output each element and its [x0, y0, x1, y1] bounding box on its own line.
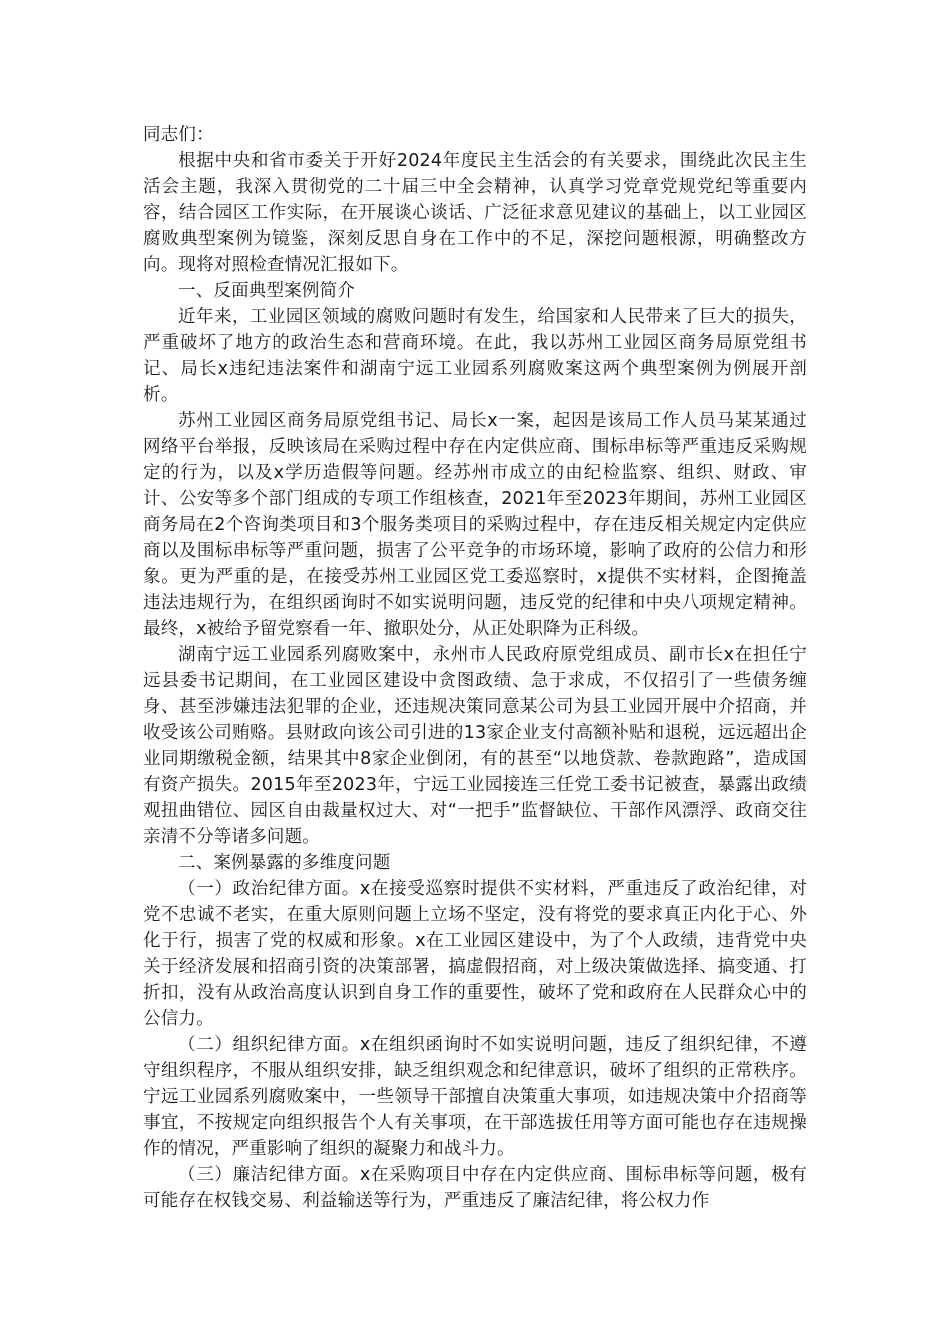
body-paragraph: （一）政治纪律方面。x在接受巡察时提供不实材料，严重违反了政治纪律，对党不忠诚不老实，在重大原则问题上立场不坚定，没有将党的要求真正内化于心、外化于行，损害了党的权威和形象。x在工业园区建设中，为了个人政绩，违背党中央关于经济发展和招商引资的决策部署，搞虚假招商，对上级决策做选择、搞变通、打折扣，没有从政治高度认识到自身工作的重要性，破坏了党和政府在人民群众心中的公信力。: [143, 879, 807, 1029]
document-page: [143, 122, 807, 1214]
section-heading-1: 一、反面典型案例简介: [178, 281, 355, 301]
body-paragraph: （三）廉洁纪律方面。x在采购项目中存在内定供应商、围标串标等问题，极有可能存在权钱交易、利益输送等行为，严重违反了廉洁纪律，将公权力作: [143, 1165, 807, 1211]
salutation: 同志们：: [143, 125, 214, 145]
body-paragraph: （二）组织纪律方面。x在组织函询时不如实说明问题，违反了组织纪律，不遵守组织程序，不服从组织安排，缺乏组织观念和纪律意识，破坏了组织的正常秩序。宁远工业园系列腐败案中，一些领导干部擅自决策重大事项，如违规决策中介招商等事宜，不按规定向组织报告个人有关事项，在干部选拔任用等方面可能也存在违规操作的情况，严重影响了组织的凝聚力和战斗力。: [143, 1035, 807, 1159]
section-heading-2: 二、案例暴露的多维度问题: [178, 853, 391, 873]
body-paragraph: 苏州工业园区商务局原党组书记、局长x一案，起因是该局工作人员马某某通过网络平台举报，反映该局在采购过程中存在内定供应商、围标串标等严重违反采购规定的行为，以及x学历造假等问题。经苏州市成立的由纪检监察、组织、财政、审计、公安等多个部门组成的专项工作组核查，2021年至2023年期间，苏州工业园区商务局在2个咨询类项目和3个服务类项目的采购过程中，存在违反相关规定内定供应商以及围标串标等严重问题，损害了公平竞争的市场环境，影响了政府的公信力和形象。更为严重的是，在接受苏州工业园区党工委巡察时，x提供不实材料，企图掩盖违法违规行为，在组织函询时不如实说明问题，违反党的纪律和中央八项规定精神。最终，x被给予留党察看一年、撤职处分，从正处职降为正科级。: [143, 411, 807, 639]
body-paragraph: 湖南宁远工业园系列腐败案中，永州市人民政府原党组成员、副市长x在担任宁远县委书记期间，在工业园区建设中贪图政绩、急于求成，不仅招引了一些债务缠身、甚至涉嫌违法犯罪的企业，还违规决策同意某公司为县工业园开展中介招商，并收受该公司贿赂。县财政向该公司引进的13家企业支付高额补贴和退税，远远超出企业同期缴税金额，结果其中8家企业倒闭，有的甚至“以地贷款、卷款跑路”，造成国有资产损失。2015年至2023年，宁远工业园接连三任党工委书记被查，暴露出政绩观扭曲错位、园区自由裁量权过大、对“一把手”监督缺位、干部作风漂浮、政商交往亲清不分等诸多问题。: [143, 645, 807, 847]
intro-paragraph: 根据中央和省市委关于开好2024年度民主生活会的有关要求，围绕此次民主生活会主题，我深入贯彻党的二十届三中全会精神，认真学习党章党规党纪等重要内容，结合园区工作实际，在开展谈心谈话、广泛征求意见建议的基础上，以工业园区腐败典型案例为镜鉴，深刻反思自身在工作中的不足，深挖问题根源，明确整改方向。现将对照检查情况汇报如下。: [143, 151, 807, 275]
body-paragraph: 近年来，工业园区领域的腐败问题时有发生，给国家和人民带来了巨大的损失，严重破坏了地方的政治生态和营商环境。在此，我以苏州工业园区商务局原党组书记、局长x违纪违法案件和湖南宁远工业园系列腐败案这两个典型案例为例展开剖析。: [143, 307, 807, 405]
